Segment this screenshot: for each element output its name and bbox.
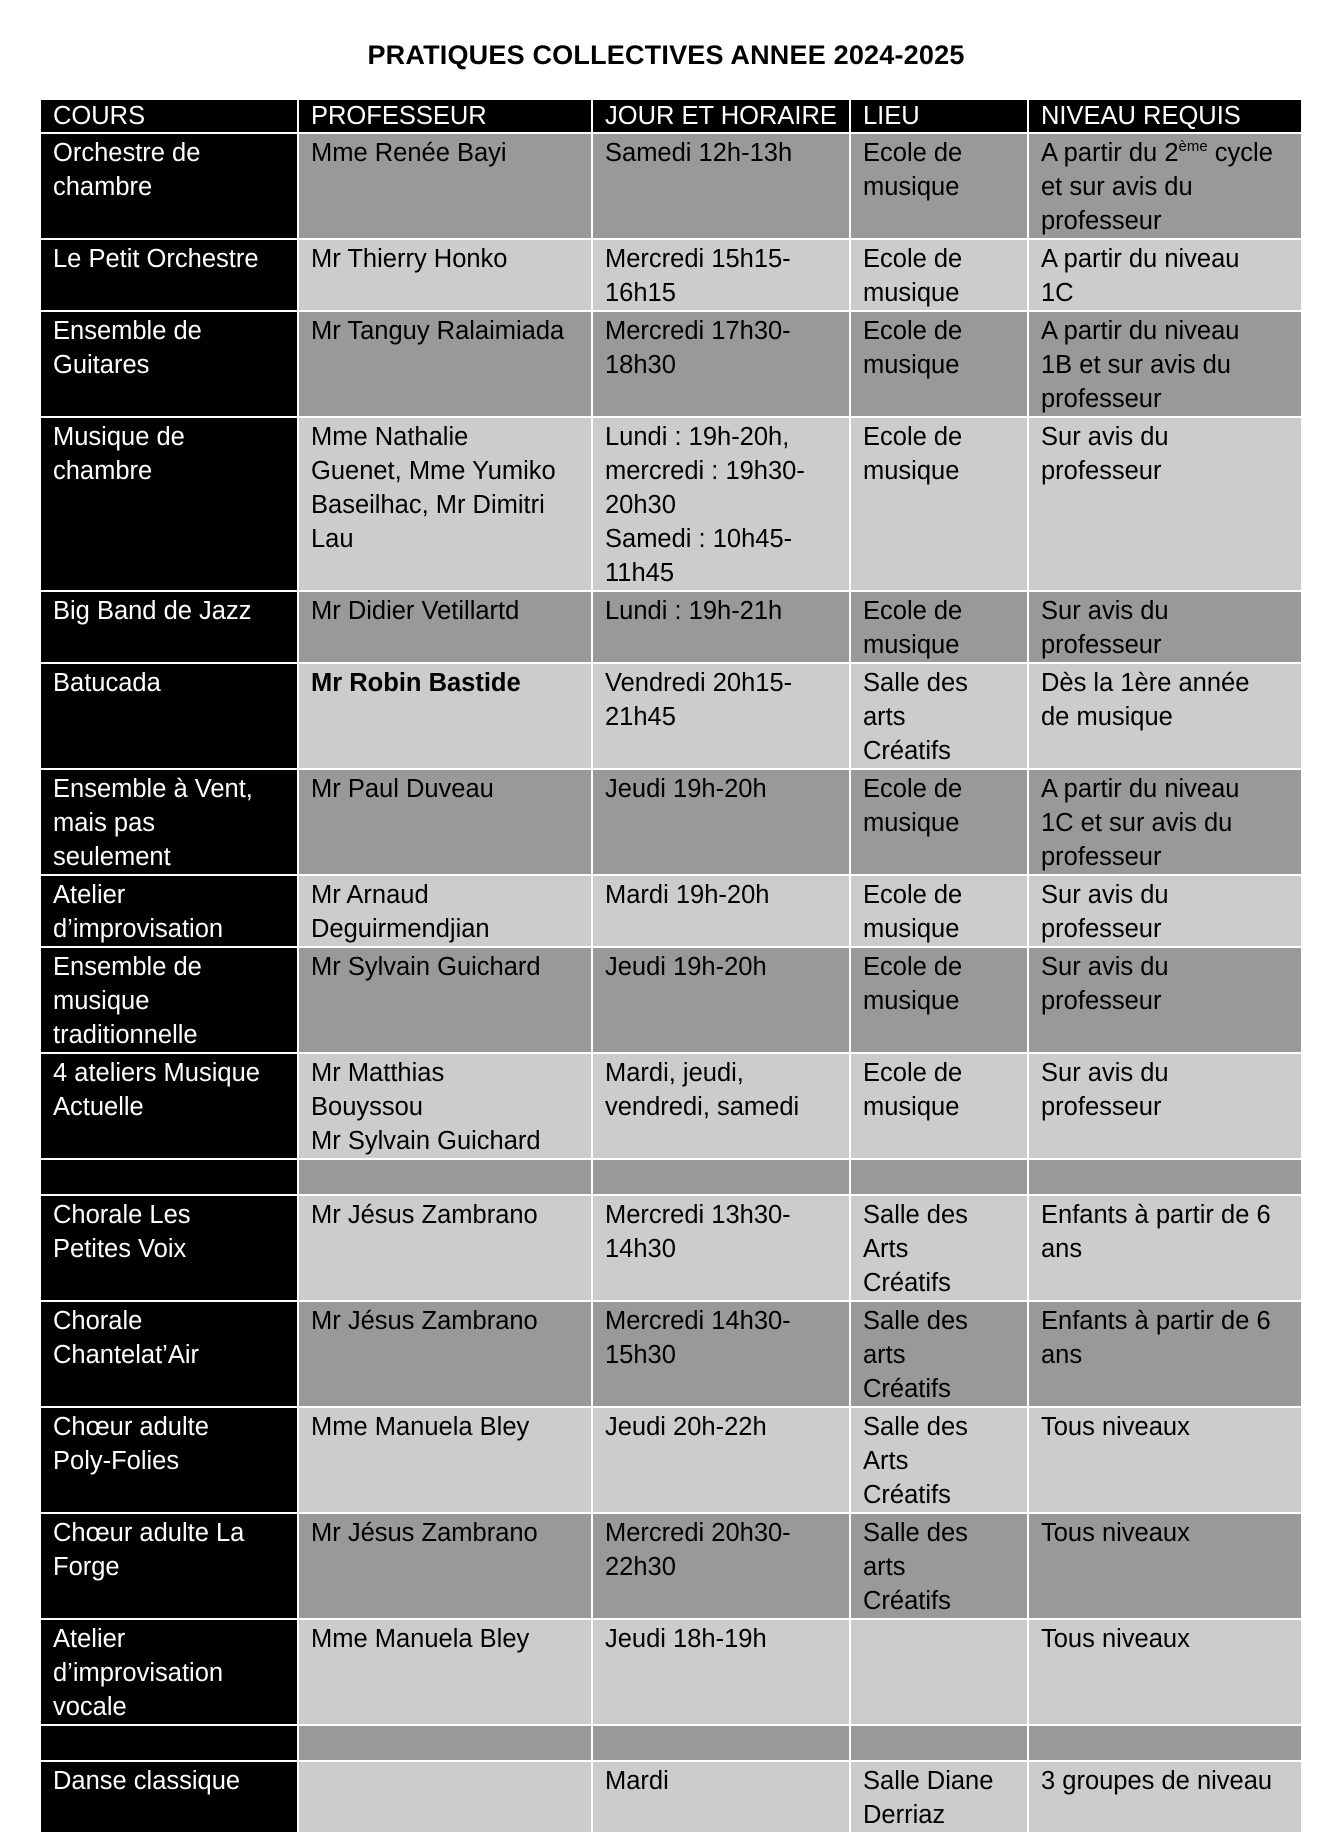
cell-lieu: Ecole de musique <box>850 875 1028 947</box>
niveau-text-start: A partir du 2 <box>1041 139 1179 167</box>
cell-empty <box>592 1159 850 1195</box>
cell-horaire: Jeudi 18h-19h <box>592 1619 850 1725</box>
table-row <box>40 591 1302 663</box>
cell-niveau: Enfants à partir de 6 ans <box>1028 1301 1302 1407</box>
table-row <box>40 1761 1302 1833</box>
cell-niveau: A partir du niveau 1B et sur avis du professeur <box>1028 311 1302 417</box>
cell-lieu: Ecole de musique <box>850 133 1028 239</box>
cell-niveau: Tous niveaux <box>1028 1619 1302 1725</box>
table-row <box>40 311 1302 417</box>
cell-lieu: Salle des Arts Créatifs <box>850 1195 1028 1301</box>
cell-professeur: Mr Tanguy Ralaimiada <box>298 311 592 417</box>
cell-niveau: A partir du niveau 1C <box>1028 239 1302 311</box>
cell-lieu: Ecole de musique <box>850 417 1028 591</box>
cell-empty <box>850 1159 1028 1195</box>
cell-horaire: Mercredi 13h30- 14h30 <box>592 1195 850 1301</box>
cell-horaire: Vendredi 20h15- 21h45 <box>592 663 850 769</box>
cell-professeur: Mr Sylvain Guichard <box>298 947 592 1053</box>
cell-professeur: Mr Didier Vetillartd <box>298 591 592 663</box>
table-row <box>40 1407 1302 1513</box>
cell-lieu: Ecole de musique <box>850 239 1028 311</box>
cell-niveau: Sur avis du professeur <box>1028 417 1302 591</box>
cell-cours: Ensemble à Vent, mais pas seulement <box>40 769 298 875</box>
cell-cours: Ensemble de Guitares <box>40 311 298 417</box>
niveau-text-end: cycle et sur avis du professeur <box>1041 139 1273 235</box>
cell-niveau <box>1028 133 1302 239</box>
cell-horaire: Mercredi 17h30- 18h30 <box>592 311 850 417</box>
cell-niveau: Sur avis du professeur <box>1028 591 1302 663</box>
table-row <box>40 133 1302 239</box>
cell-niveau: Tous niveaux <box>1028 1513 1302 1619</box>
cell-professeur: Mr Paul Duveau <box>298 769 592 875</box>
cell-niveau: Tous niveaux <box>1028 1407 1302 1513</box>
header-lieu: LIEU <box>850 99 1028 133</box>
header-niveau: NIVEAU REQUIS <box>1028 99 1302 133</box>
header-professeur: PROFESSEUR <box>298 99 592 133</box>
cell-horaire: Mercredi 14h30- 15h30 <box>592 1301 850 1407</box>
cell-horaire: Lundi : 19h-20h, mercredi : 19h30- 20h30 Samedi : 10h45- 11h45 <box>592 417 850 591</box>
cell-cours: Chœur adulte La Forge <box>40 1513 298 1619</box>
cell-niveau: Enfants à partir de 6 ans <box>1028 1195 1302 1301</box>
cell-niveau: Sur avis du professeur <box>1028 947 1302 1053</box>
cell-cours: Musique de chambre <box>40 417 298 591</box>
cell-lieu: Salle des arts Créatifs <box>850 1513 1028 1619</box>
cell-horaire: Lundi : 19h-21h <box>592 591 850 663</box>
cell-horaire: Jeudi 20h-22h <box>592 1407 850 1513</box>
cell-professeur <box>298 1761 592 1833</box>
cell-empty <box>1028 1159 1302 1195</box>
table-row-spacer <box>40 1725 1302 1761</box>
table-row <box>40 1301 1302 1407</box>
table-row <box>40 417 1302 591</box>
table-row <box>40 1619 1302 1725</box>
cell-lieu: Ecole de musique <box>850 947 1028 1053</box>
cell-lieu: Ecole de musique <box>850 311 1028 417</box>
cell-professeur: Mr Matthias Bouyssou Mr Sylvain Guichard <box>298 1053 592 1159</box>
table-row <box>40 239 1302 311</box>
cell-niveau: Dès la 1ère année de musique <box>1028 663 1302 769</box>
cell-horaire: Mardi 19h-20h <box>592 875 850 947</box>
cell-horaire: Mardi <box>592 1761 850 1833</box>
cell-empty <box>40 1725 298 1761</box>
cell-cours: Chorale Chantelat’Air <box>40 1301 298 1407</box>
cell-horaire: Jeudi 19h-20h <box>592 947 850 1053</box>
cell-lieu: Ecole de musique <box>850 1053 1028 1159</box>
cell-lieu: Salle des Arts Créatifs <box>850 1407 1028 1513</box>
cell-lieu: Ecole de musique <box>850 591 1028 663</box>
cell-professeur: Mme Renée Bayi <box>298 133 592 239</box>
page-title: PRATIQUES COLLECTIVES ANNEE 2024-2025 <box>367 40 965 70</box>
table-row <box>40 663 1302 769</box>
cell-cours: 4 ateliers Musique Actuelle <box>40 1053 298 1159</box>
cell-professeur: Mme Manuela Bley <box>298 1619 592 1725</box>
cell-professeur: Mme Manuela Bley <box>298 1407 592 1513</box>
cell-empty <box>298 1159 592 1195</box>
cell-empty <box>592 1725 850 1761</box>
cell-lieu: Salle des arts Créatifs <box>850 663 1028 769</box>
cell-empty <box>850 1725 1028 1761</box>
header-horaire: JOUR ET HORAIRE <box>592 99 850 133</box>
table-row <box>40 1195 1302 1301</box>
niveau-superscript: ème <box>1178 138 1208 155</box>
schedule-table <box>39 98 1303 1834</box>
cell-niveau: Sur avis du professeur <box>1028 875 1302 947</box>
cell-cours: Ensemble de musique traditionnelle <box>40 947 298 1053</box>
header-row <box>40 99 1302 133</box>
cell-empty <box>1028 1725 1302 1761</box>
table-row <box>40 947 1302 1053</box>
cell-cours: Atelier d’improvisation vocale <box>40 1619 298 1725</box>
cell-horaire: Mercredi 15h15- 16h15 <box>592 239 850 311</box>
table-row <box>40 769 1302 875</box>
cell-cours: Orchestre de chambre <box>40 133 298 239</box>
cell-professeur: Mr Robin Bastide <box>298 663 592 769</box>
table-row <box>40 875 1302 947</box>
cell-niveau: Sur avis du professeur <box>1028 1053 1302 1159</box>
cell-lieu: Salle Diane Derriaz <box>850 1761 1028 1833</box>
cell-lieu <box>850 1619 1028 1725</box>
cell-horaire: Samedi 12h-13h <box>592 133 850 239</box>
table-row-spacer <box>40 1159 1302 1195</box>
cell-horaire: Jeudi 19h-20h <box>592 769 850 875</box>
cell-horaire: Mardi, jeudi, vendredi, samedi <box>592 1053 850 1159</box>
cell-cours: Atelier d’improvisation <box>40 875 298 947</box>
cell-professeur: Mr Jésus Zambrano <box>298 1195 592 1301</box>
cell-niveau: 3 groupes de niveau <box>1028 1761 1302 1833</box>
cell-professeur: Mr Jésus Zambrano <box>298 1513 592 1619</box>
cell-professeur: Mr Thierry Honko <box>298 239 592 311</box>
cell-cours: Batucada <box>40 663 298 769</box>
table-row <box>40 1053 1302 1159</box>
cell-cours: Le Petit Orchestre <box>40 239 298 311</box>
cell-niveau: A partir du niveau 1C et sur avis du professeur <box>1028 769 1302 875</box>
cell-professeur: Mr Arnaud Deguirmendjian <box>298 875 592 947</box>
cell-empty <box>298 1725 592 1761</box>
cell-lieu: Ecole de musique <box>850 769 1028 875</box>
cell-cours: Chœur adulte Poly-Folies <box>40 1407 298 1513</box>
cell-professeur: Mr Jésus Zambrano <box>298 1301 592 1407</box>
cell-cours: Danse classique <box>40 1761 298 1833</box>
cell-empty <box>40 1159 298 1195</box>
header-cours: COURS <box>40 99 298 133</box>
cell-horaire: Mercredi 20h30- 22h30 <box>592 1513 850 1619</box>
cell-cours: Chorale Les Petites Voix <box>40 1195 298 1301</box>
table-row <box>40 1513 1302 1619</box>
cell-cours: Big Band de Jazz <box>40 591 298 663</box>
cell-lieu: Salle des arts Créatifs <box>850 1301 1028 1407</box>
cell-professeur: Mme Nathalie Guenet, Mme Yumiko Baseilhac, Mr Dimitri Lau <box>298 417 592 591</box>
